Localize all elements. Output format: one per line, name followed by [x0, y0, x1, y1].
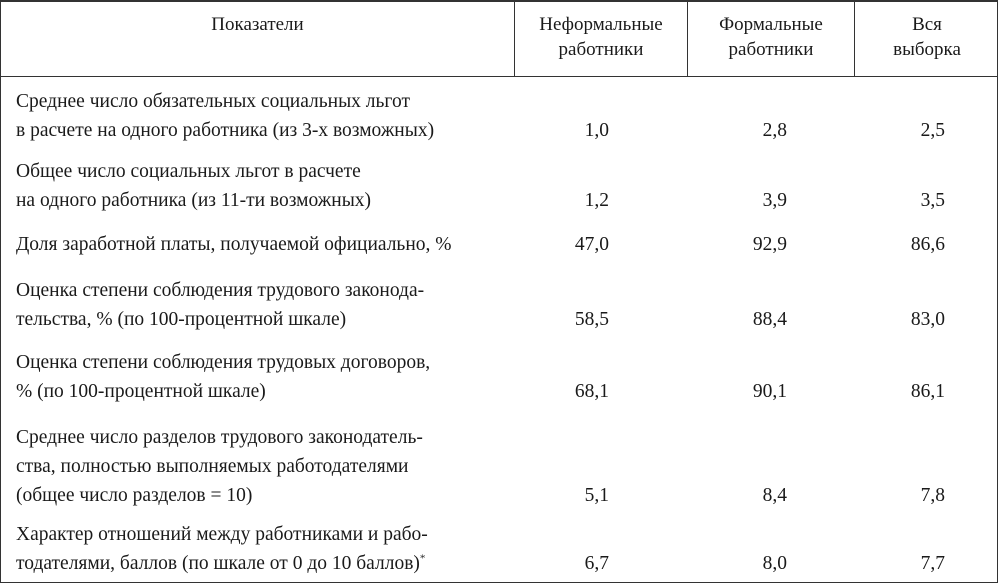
cell-formal: 8,0	[762, 553, 787, 574]
row-label	[16, 276, 511, 334]
row-label-line: (общее число разделов = 10)	[16, 485, 253, 506]
header-formal	[688, 12, 854, 62]
cell-formal: 88,4	[752, 309, 787, 330]
table-row	[1, 230, 997, 259]
row-label-line: Оценка степени соблюдения трудовых договоров,	[16, 352, 431, 373]
row-label-line: Доля заработной платы, получаемой официально, %	[16, 234, 452, 255]
header-total	[855, 12, 999, 62]
row-label	[16, 157, 511, 215]
row-label	[16, 520, 511, 578]
row-label-line: % (по 100-процентной шкале)	[16, 381, 266, 402]
row-label	[16, 423, 511, 510]
row-label	[16, 230, 511, 259]
cell-total: 7,7	[920, 553, 945, 574]
table-row	[1, 276, 997, 334]
cell-informal: 5,1	[584, 485, 609, 506]
header-formal-line: работники	[728, 39, 814, 60]
cell-total: 3,5	[920, 190, 945, 211]
cell-formal: 2,8	[762, 120, 787, 141]
header-indicators	[1, 12, 514, 37]
row-label-line: Оценка степени соблюдения трудового законода-	[16, 280, 425, 301]
row-label	[16, 348, 511, 406]
row-label-line: на одного работника (из 11-ти возможных)	[16, 190, 372, 211]
cell-total: 86,1	[910, 381, 945, 402]
cell-informal: 58,5	[574, 309, 609, 330]
table-header	[1, 2, 997, 77]
row-label	[16, 87, 511, 145]
cell-formal: 92,9	[752, 234, 787, 255]
row-label-line	[16, 549, 511, 578]
row-label-line: Среднее число разделов трудового законодатель-	[16, 427, 423, 448]
row-label-text: тодателями, баллов (по шкале от 0 до 10 баллов)	[16, 553, 420, 574]
cell-formal: 90,1	[752, 381, 787, 402]
table-row	[1, 423, 997, 510]
row-label-line: Общее число социальных льгот в расчете	[16, 161, 361, 182]
header-informal-line: работники	[558, 39, 644, 60]
header-total-line: Вся	[912, 14, 942, 35]
cell-informal: 1,2	[584, 190, 609, 211]
table-row	[1, 520, 997, 578]
footnote-mark: *	[419, 552, 426, 565]
cell-formal: 8,4	[762, 485, 787, 506]
header-informal	[515, 12, 687, 62]
cell-total: 2,5	[920, 120, 945, 141]
cell-formal: 3,9	[762, 190, 787, 211]
cell-informal: 1,0	[584, 120, 609, 141]
table-row	[1, 348, 997, 406]
table-row	[1, 87, 997, 145]
row-label-line: ства, полностью выполняемых работодателями	[16, 456, 409, 477]
cell-total: 86,6	[910, 234, 945, 255]
row-label-line: тельства, % (по 100-процентной шкале)	[16, 309, 347, 330]
header-informal-line: Неформальные	[539, 14, 663, 35]
header-formal-line: Формальные	[719, 14, 823, 35]
row-label-line: Характер отношений между работниками и рабо-	[16, 524, 428, 545]
row-label-line: в расчете на одного работника (из 3-х возможных)	[16, 120, 435, 141]
header-total-line: выборка	[893, 39, 961, 60]
cell-total: 83,0	[910, 309, 945, 330]
cell-informal: 68,1	[574, 381, 609, 402]
row-label-line: Среднее число обязательных социальных льгот	[16, 91, 410, 112]
cell-total: 7,8	[920, 485, 945, 506]
table-row	[1, 157, 997, 215]
cell-informal: 47,0	[574, 234, 609, 255]
cell-informal: 6,7	[584, 553, 609, 574]
header-indicators-label: Показатели	[211, 14, 304, 35]
